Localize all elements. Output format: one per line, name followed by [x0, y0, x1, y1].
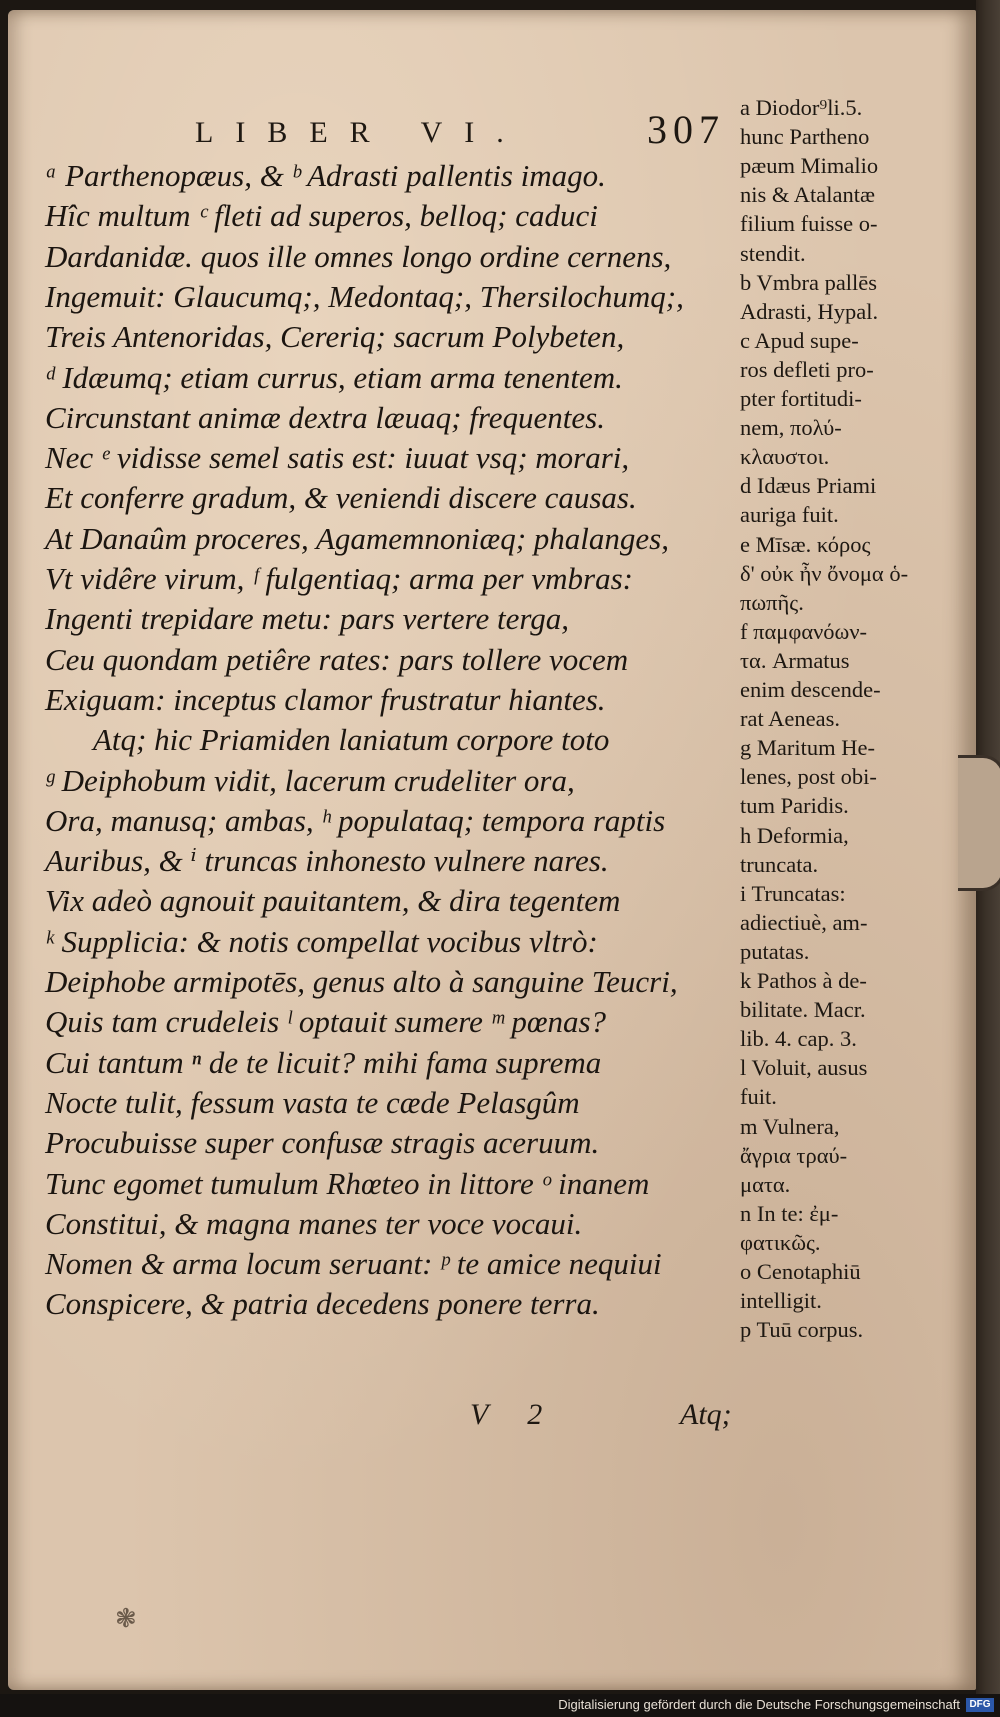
digitization-bar — [0, 1694, 1000, 1717]
side-note-line: e Mīsæ. κόρος — [740, 531, 871, 557]
side-note-line: rat Aeneas. — [740, 706, 840, 732]
verse-line: ᵍ Deiphobum vidit, lacerum crudeliter ora, — [45, 762, 575, 798]
verse-line: Quis tam crudeleis ˡ optauit sumere ᵐ pœnas? — [45, 1004, 607, 1040]
side-note-line: pter fortitudi- — [740, 386, 862, 411]
verse-line: Procubuisse super confusæ stragis aceruum. — [45, 1125, 600, 1161]
page-number: 307 — [647, 107, 725, 152]
side-note-line: hunc Partheno — [740, 124, 870, 150]
dfg-logo: DFG — [966, 1698, 994, 1712]
verse-line: Ingemuit: Glaucumq;, Medontaq;, Thersilochumq;, — [45, 278, 684, 314]
side-note-line: tum Paridis. — [740, 793, 849, 819]
digitization-credit: Digitalisierung gefördert durch die Deutsche Forschungsgemeinschaft — [558, 1697, 960, 1712]
side-note-line: κλαυστοι. — [740, 444, 830, 470]
side-note-line: adiectiuè, am- — [740, 909, 868, 935]
side-note-line: a Diodor⁹li.5. — [740, 95, 863, 120]
side-note-line: k Pathos à de- — [740, 968, 867, 993]
side-note-line: p Tuū corpus. — [740, 1317, 864, 1343]
side-note-line: g Maritum He- — [740, 735, 875, 761]
verse-line: ᵈ Idæumq; etiam currus, etiam arma tenentem. — [45, 359, 623, 395]
signature-mark: V 2 — [470, 1398, 559, 1431]
verse-line: Nocte tulit, fessum vasta te cæde Pelasgûm — [45, 1084, 580, 1120]
side-note-line: ἄγρια τραύ- — [740, 1142, 848, 1168]
side-note-line: l Voluit, ausus — [740, 1055, 868, 1081]
side-note-line: nem, πολύ- — [740, 415, 842, 441]
verse-line: Deiphobe armipotēs, genus alto à sanguine Teucri, — [45, 964, 678, 999]
verse-line: Atq; hic Priamiden laniatum corpore toto — [93, 722, 610, 758]
side-note-line: d Idæus Priami — [740, 473, 877, 499]
verse-line: Dardanidæ. quos ille omnes longo ordine cernens, — [45, 238, 672, 274]
side-note-line: f παμφανόων- — [740, 618, 868, 644]
verse-line: Nomen & arma locum seruant: ᵖ te amice nequiui — [45, 1246, 662, 1282]
verse-line: Treis Antenoridas, Cereriq; sacrum Polybeten, — [45, 319, 625, 355]
verse-line: Nec ᵉ vidisse semel satis est: iuuat vsq; morari, — [45, 440, 630, 476]
side-note-line: i Truncatas: — [740, 880, 846, 906]
verse-line: Ora, manusq; ambas, ʰ populataq; tempora raptis — [45, 802, 666, 838]
verse-line: ᵃ Parthenopæus, & ᵇ Adrasti pallentis imago. — [45, 158, 606, 193]
side-note-line: b Vmbra pallēs — [740, 269, 878, 295]
verse-line: ᵏ Supplicia: & notis compellat vocibus vltrò: — [45, 923, 598, 959]
side-note-line: πωπῆς. — [740, 589, 804, 615]
verse-line: Tunc egomet tumulum Rhœteo in littore ᵒ inanem — [45, 1165, 650, 1201]
catchword: Atq; — [680, 1398, 732, 1431]
side-note-line: ματα. — [740, 1171, 791, 1197]
side-note-line: c Apud supe- — [740, 327, 859, 353]
side-note-line: truncata. — [740, 851, 819, 877]
verse-line: Circunstant animæ dextra læuaq; frequentes. — [45, 399, 605, 435]
verse-line: Constitui, & magna manes ter voce vocaui. — [45, 1205, 583, 1241]
side-note-line: τα. Armatus — [740, 647, 850, 673]
verse-line: Ingenti trepidare metu: pars vertere terga, — [45, 601, 570, 637]
side-note-line: lib. 4. cap. 3. — [740, 1026, 857, 1052]
side-note-line: φατικῶς. — [740, 1229, 821, 1255]
verse-line: Et conferre gradum, & veniendi discere causas. — [45, 480, 637, 516]
side-note-line: enim descende- — [740, 677, 881, 702]
verse-line: Auribus, & ⁱ truncas inhonesto vulnere nares. — [45, 843, 609, 879]
side-note-line: nis & Atalantæ — [740, 182, 875, 208]
side-note-line: stendit. — [740, 240, 806, 266]
side-note-line: δ' οὐκ ἦν ὄνομα ὁ- — [740, 560, 909, 586]
flower-ornament-icon: ❃ — [115, 1604, 137, 1633]
side-note-line: filium fuisse o- — [740, 211, 878, 237]
side-notes — [740, 95, 970, 1375]
side-note-line: pæum Mimalio — [740, 153, 879, 179]
side-note-line: intelligit. — [740, 1288, 822, 1314]
verse-block — [45, 158, 745, 1398]
side-note-line: bilitate. Macr. — [740, 997, 866, 1023]
verse-line: Exiguam: inceptus clamor frustratur hiantes. — [45, 681, 606, 717]
page-footer — [470, 1398, 770, 1438]
side-note-line: Adrasti, Hypal. — [740, 298, 879, 324]
verse-line: Cui tantum ⁿ de te licuit? mihi fama suprema — [45, 1044, 602, 1080]
page-header — [195, 107, 735, 158]
side-note-line: m Vulnera, — [740, 1113, 840, 1139]
verse-line: Conspicere, & patria decedens ponere terra. — [45, 1286, 600, 1322]
side-note-line: h Deformia, — [740, 822, 849, 848]
side-note-line: ros defleti pro- — [740, 356, 874, 382]
verse-line: Vix adeò agnouit pauitantem, & dira tegentem — [45, 883, 621, 919]
side-note-line: putatas. — [740, 938, 810, 964]
verse-line: Ceu quondam petiêre rates: pars tollere vocem — [45, 641, 629, 677]
verse-line: Hîc multum ᶜ fleti ad superos, belloq; caduci — [45, 198, 598, 234]
side-note-line: auriga fuit. — [740, 502, 839, 528]
side-note-line: n In te: ἐμ- — [740, 1200, 839, 1226]
side-note-line: lenes, post obi- — [740, 764, 877, 790]
side-note-line: o Cenotaphiū — [740, 1259, 861, 1284]
verse-line: At Danaûm proceres, Agamemnoniæq; phalanges, — [45, 520, 669, 556]
running-title: LIBER VI. — [195, 116, 526, 149]
side-note-line: fuit. — [740, 1084, 777, 1110]
verse-line: Vt vidêre virum, ᶠ fulgentiaq; arma per vmbras: — [45, 561, 633, 596]
